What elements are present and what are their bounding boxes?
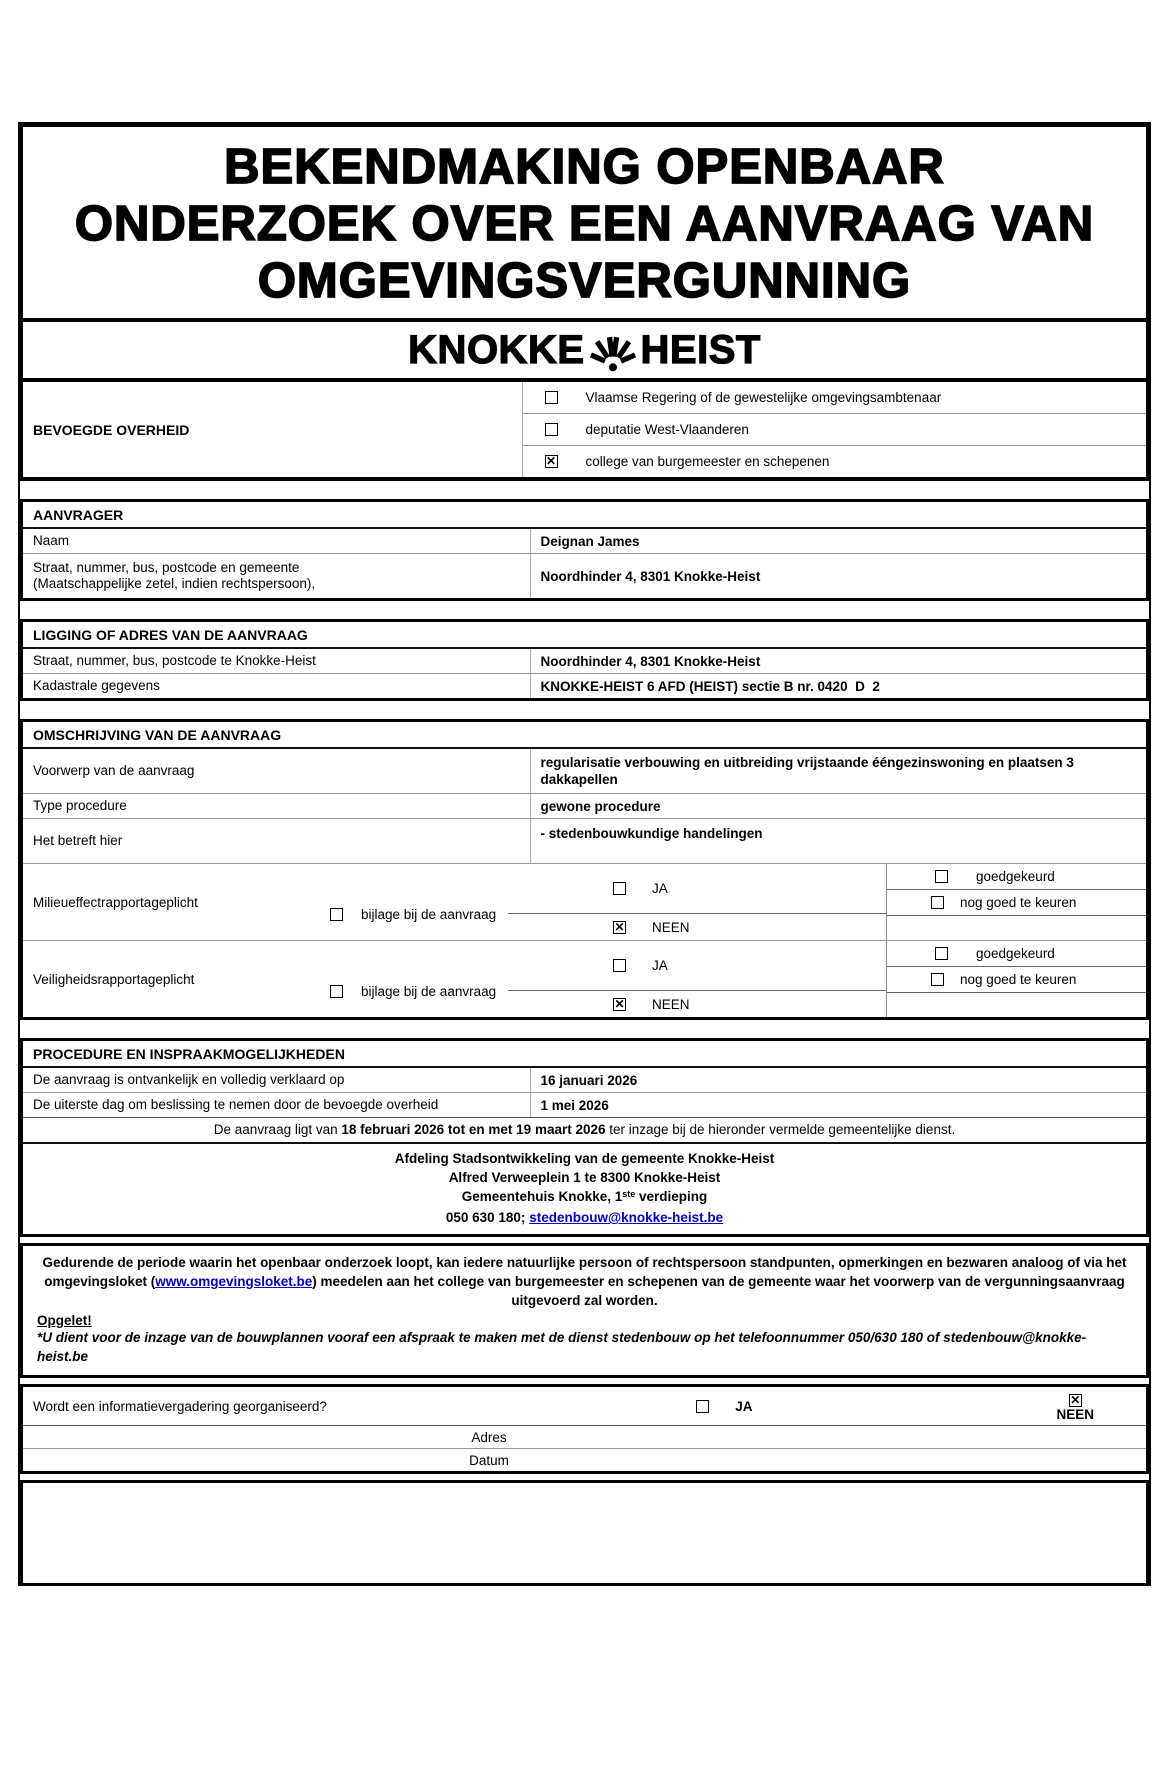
vlaamse-regering-checkbox[interactable] [545, 391, 558, 404]
betreft-value: - stedenbouwkundige handelingen [530, 819, 1147, 863]
ligging-straat-value: Noordhinder 4, 8301 Knokke-Heist [530, 649, 1147, 673]
datum-row [23, 1448, 1146, 1471]
ontvankelijk-label: De aanvraag is ontvankelijk en volledig verklaard op [33, 1072, 345, 1087]
uiterste-dag-label: De uiterste dag om beslissing te nemen door de bevoegde overheid [33, 1097, 439, 1112]
kadaster-label: Kadastrale gegevens [33, 678, 160, 693]
milieueffect-goedgekeurd-checkbox[interactable] [935, 870, 948, 883]
voorwerp-value: regularisatie verbouwing en uitbreiding vrijstaande ééngezinswoning en plaatsen 3 dakkapellen [530, 749, 1147, 793]
ligging-straat-label: Straat, nummer, bus, postcode te Knokke-Heist [33, 653, 316, 668]
milieueffect-bijlage-label: bijlage bij de aanvraag [361, 906, 497, 922]
ontvankelijk-row [23, 1068, 1146, 1092]
header-box [20, 122, 1149, 481]
adres-label: Adres [471, 1429, 507, 1445]
veiligheid-nog-goed-checkbox[interactable] [931, 973, 944, 986]
adres-row [23, 1426, 1146, 1448]
veiligheid-ja-checkbox[interactable] [613, 959, 626, 972]
deputatie-checkbox[interactable] [545, 423, 558, 436]
informatievergadering-ja [696, 1399, 752, 1414]
aanvrager-header: AANVRAGER [23, 502, 1146, 529]
kadaster-value: KNOKKE-HEIST 6 AFD (HEIST) sectie B nr. 0420 D 2 [530, 674, 1147, 698]
veiligheid-neen-checkbox[interactable] [613, 998, 626, 1011]
naam-row [23, 529, 1146, 553]
milieueffect-nog-goed-label: nog goed te keuren [960, 895, 1077, 910]
logo-text-heist: HEIST [640, 327, 761, 372]
naam-label: Naam [33, 533, 70, 548]
stedenbouw-email-link[interactable]: stedenbouw@knokke-heist.be [529, 1210, 724, 1225]
logo-text-knokke: KNOKKE [408, 327, 585, 372]
ligging-header: LIGGING OF ADRES VAN DE AANVRAAG [23, 622, 1146, 649]
betreft-label: Het betreft hier [33, 833, 123, 848]
title-line-1: BEKENDMAKING OPENBAAR [224, 140, 945, 194]
milieueffect-nog-goed [887, 890, 1146, 916]
opgelet-label: Opgelet! [37, 1313, 92, 1328]
veiligheid-goedgekeurd-label: goedgekeurd [976, 946, 1055, 961]
veiligheid-bijlage-label: bijlage bij de aanvraag [361, 983, 497, 999]
section-omschrijving [20, 719, 1149, 1020]
procedure-header: PROCEDURE EN INSPRAAKMOGELIJKHEDEN [23, 1041, 1146, 1068]
veiligheid-label: Veiligheidsrapportageplicht [33, 971, 195, 987]
milieueffect-bijlage-checkbox[interactable] [330, 908, 343, 921]
datum-label: Datum [469, 1452, 509, 1468]
veiligheid-goedgekeurd [887, 941, 1146, 967]
bevoegde-overheid-label: BEVOEGDE OVERHEID [33, 421, 190, 438]
college-label: college van burgemeester en schepenen [585, 454, 830, 469]
betreft-row [23, 818, 1146, 863]
aanvrager-adres-label: Straat, nummer, bus, postcode en gemeente (Maatschappelijke zetel, indien rechtspersoon), [33, 560, 316, 591]
section-bevoegde-overheid [23, 382, 1146, 477]
college-checkbox[interactable] [545, 455, 558, 468]
section-informatievergadering [20, 1384, 1149, 1474]
informatievergadering-vraag: Wordt een informatievergadering georganiseerd? [33, 1398, 327, 1414]
vlaamse-regering-label: Vlaamse Regering of de gewestelijke omgevingsambtenaar [585, 390, 942, 405]
milieueffect-ja [508, 864, 886, 914]
omgevingsloket-link[interactable]: www.omgevingsloket.be [155, 1274, 313, 1289]
milieueffect-neen [508, 914, 886, 940]
milieueffect-ja-label: JA [652, 881, 668, 896]
milieueffect-goedgekeurd-label: goedgekeurd [976, 869, 1055, 884]
veiligheid-bijlage [318, 982, 520, 1000]
option-deputatie [523, 413, 1147, 445]
document [18, 122, 1151, 1586]
aanvrager-adres-value: Noordhinder 4, 8301 Knokke-Heist [530, 554, 1147, 598]
milieueffect-ja-checkbox[interactable] [613, 882, 626, 895]
option-college [523, 445, 1147, 477]
veiligheid-neen-label: NEEN [652, 996, 690, 1012]
veiligheid-nog-goed-label: nog goed te keuren [960, 972, 1077, 987]
knokke-heist-logo [23, 322, 1146, 382]
veiligheid-bijlage-checkbox[interactable] [330, 985, 343, 998]
inzage-datums: 18 februari 2026 tot en met 19 maart 2026 [341, 1122, 606, 1137]
informatievergadering-neen [1056, 1391, 1094, 1422]
afspraak-nota: *U dient voor de inzage van de bouwplannen vooraf een afspraak te maken met de dienst stedenbouw op het telefoonnummer 050/630 180 of stedenbouw@knokke-heist.be [37, 1330, 1087, 1364]
voorwerp-label: Voorwerp van de aanvraag [33, 763, 195, 778]
section-ligging [20, 619, 1149, 701]
informatievergadering-neen-label: NEEN [1056, 1406, 1094, 1422]
title-line-3: OMGEVINGSVERGUNNING [257, 254, 912, 308]
ontvankelijk-value: 16 januari 2026 [530, 1068, 1147, 1092]
milieueffect-nog-goed-checkbox[interactable] [931, 896, 944, 909]
ligging-straat-row [23, 649, 1146, 673]
dienst-locatie: Gemeentehuis Knokke, 1ste verdieping [461, 1189, 708, 1204]
type-procedure-row [23, 793, 1146, 818]
milieueffect-goedgekeurd [887, 864, 1146, 890]
section-procedure [20, 1038, 1149, 1237]
type-procedure-label: Type procedure [33, 798, 127, 813]
informatievergadering-row [23, 1387, 1146, 1426]
informatievergadering-neen-checkbox[interactable] [1069, 1394, 1082, 1407]
page-title [23, 127, 1146, 322]
bezwaar-paragraaf: Gedurende de periode waarin het openbaar onderzoek loopt, kan iedere natuurlijke persoon of rechtspersoon standpunten, opmerkingen en bezwaren analoog of via het omgevingsloket (www.omgevingsloket.be) meedelen aan het college van burgemeester en schepenen van de gemeente waar het voorwerp van de vergunningsaanvraag uitgevoerd zal worden. [42, 1255, 1127, 1308]
veiligheid-row [23, 940, 1146, 1017]
uiterste-dag-row [23, 1092, 1146, 1117]
omschrijving-header: OMSCHRIJVING VAN DE AANVRAAG [23, 722, 1146, 749]
milieueffect-neen-label: NEEN [652, 919, 690, 935]
inzage-periode: De aanvraag ligt van 18 februari 2026 tot en met 19 maart 2026 ter inzage bij de hieronder vermelde gemeentelijke dienst. [23, 1117, 1146, 1142]
milieueffect-label: Milieueffectrapportageplicht [33, 894, 198, 910]
veiligheid-ja-label: JA [652, 958, 668, 973]
section-aanvrager [20, 499, 1149, 601]
milieueffect-neen-checkbox[interactable] [613, 921, 626, 934]
deputatie-label: deputatie West-Vlaanderen [585, 422, 749, 437]
aanvrager-adres-row [23, 553, 1146, 598]
empty-remarks-box [20, 1480, 1149, 1586]
kadaster-row [23, 673, 1146, 698]
milieueffect-row [23, 863, 1146, 940]
section-bezwaar [20, 1243, 1149, 1378]
title-line-2: ONDERZOEK OVER EEN AANVRAAG VAN [74, 197, 1095, 251]
veiligheid-goedgekeurd-checkbox[interactable] [935, 947, 948, 960]
informatievergadering-ja-label: JA [735, 1398, 753, 1414]
milieueffect-bijlage [318, 905, 520, 923]
option-vlaamse-regering [523, 382, 1147, 413]
informatievergadering-ja-checkbox[interactable] [696, 1400, 709, 1413]
veiligheid-neen [508, 991, 886, 1017]
bevoegde-overheid-options [522, 382, 1147, 477]
gemeentelijke-dienst [23, 1142, 1146, 1234]
veiligheid-ja [508, 941, 886, 991]
naam-value: Deignan James [530, 529, 1147, 553]
voorwerp-row [23, 749, 1146, 793]
uiterste-dag-value: 1 mei 2026 [530, 1093, 1147, 1117]
type-procedure-value: gewone procedure [530, 794, 1147, 818]
veiligheid-nog-goed [887, 967, 1146, 993]
dienst-naam: Afdeling Stadsontwikkeling van de gemeente Knokke-Heist [394, 1151, 775, 1166]
sun-icon [590, 336, 636, 375]
dienst-adres: Alfred Verweeplein 1 te 8300 Knokke-Heist [448, 1170, 721, 1185]
dienst-contact: 050 630 180; stedenbouw@knokke-heist.be [445, 1210, 724, 1225]
